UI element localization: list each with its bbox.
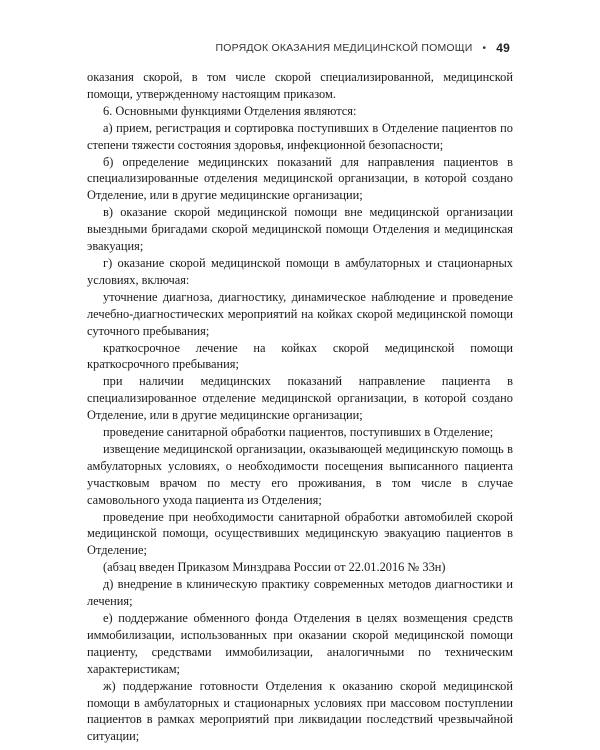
paragraph-item-g: г) оказание скорой медицинской помощи в амбулаторных и стационарных условиях, включая:: [87, 255, 513, 287]
paragraph-item-b: б) определение медицинских показаний для направления пациентов в специализированные отделения медицинской организации, в которой создано Отделение, или в другие медицинские организации;: [87, 154, 513, 203]
paragraph-subitem-diagnosis: уточнение диагноза, диагностику, динамическое наблюдение и проведение лечебно-диагностических мероприятий на койках скорой медицинской помощи суточного пребывания;: [87, 289, 513, 338]
paragraph-subitem-short-term: краткосрочное лечение на койках скорой медицинской помощи краткосрочного пребывания;: [87, 340, 513, 372]
page-number: 49: [496, 41, 510, 55]
paragraph-continuation: оказания скорой, в том числе скорой специализированной, медицинской помощи, утвержденному настоящим приказом.: [87, 70, 513, 101]
running-title: ПОРЯДОК ОКАЗАНИЯ МЕДИЦИНСКОЙ ПОМОЩИ: [215, 42, 473, 54]
paragraph-item-e: е) поддержание обменного фонда Отделения в целях возмещения средств иммобилизации, использованных при оказании скорой медицинской помощи пациенту, средствами иммобилизации, аналогичными по техническим характеристикам;: [87, 611, 513, 676]
paragraph-item-a: а) прием, регистрация и сортировка поступивших в Отделение пациентов по степени тяжести состояния здоровья, инфекционной безопасности;: [87, 120, 513, 152]
paragraph-subitem-referral: при наличии медицинских показаний направление пациента в специализированное отделение медицинской организации, в которой создано Отделение, или в другие медицинские организации;: [87, 374, 513, 423]
header-bullet: •: [482, 42, 487, 54]
paragraph-subitem-vehicles: проведение при необходимости санитарной обработки автомобилей скорой медицинской помощи, осуществивших медицинскую эвакуацию пациентов в Отделение;: [87, 509, 513, 558]
paragraph-item-zh: ж) поддержание готовности Отделения к оказанию скорой медицинской помощи в амбулаторных и стационарных условиях при массовом поступлении пациентов в рамках мероприятий при ликвидации последствий чрезвычайной ситуации;: [87, 678, 513, 744]
running-header: [215, 41, 510, 55]
paragraph-section-6: 6. Основными функциями Отделения являются:: [103, 103, 357, 118]
paragraph-subitem-notification: извещение медицинской организации, оказывающей медицинскую помощь в амбулаторных условиях, о необходимости посещения выписанного пациента участковым врачом по месту его проживания, в том числе в случае самовольного ухода пациента из Отделения;: [87, 441, 513, 507]
paragraph-subitem-sanitation: проведение санитарной обработки пациентов, поступивших в Отделение;: [103, 425, 494, 440]
document-body: [87, 69, 513, 745]
paragraph-item-d: д) внедрение в клиническую практику современных методов диагностики и лечения;: [87, 577, 513, 609]
paragraph-item-v: в) оказание скорой медицинской помощи вне медицинской организации выездными бригадами скорой медицинской помощи Отделения и медицинская эвакуация;: [87, 205, 513, 254]
paragraph-amendment-note: (абзац введен Приказом Минздрава России от 22.01.2016 № 33н): [103, 560, 446, 575]
